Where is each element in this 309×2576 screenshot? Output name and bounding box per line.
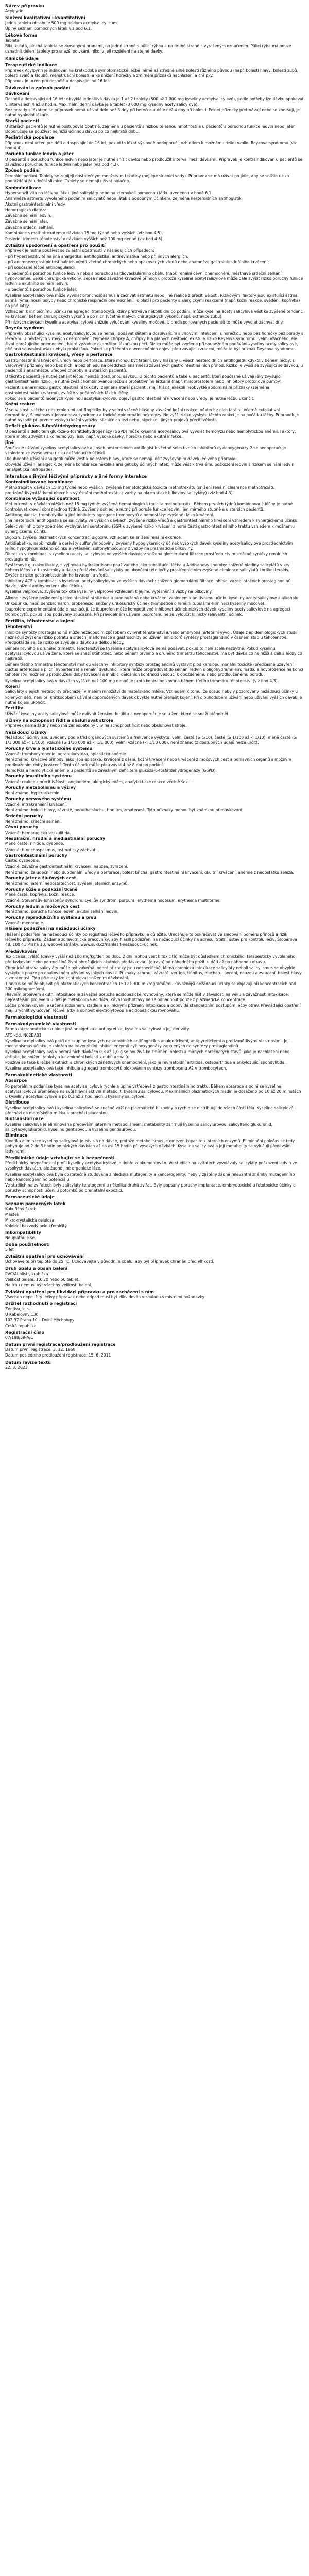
subsection-heading: Biotransformace — [5, 1116, 44, 1122]
paragraph: Méně časté: rinitida, dyspnoe. — [5, 841, 64, 846]
paragraph: Tinnitus se může objevit při plazmatických koncentracích 150 až 300 mikrogramů/ml. Závažnější nežádoucí účinky se objevují při koncentracích nad 300 mikrogramů/ml. — [5, 981, 296, 991]
paragraph: Dospělí a dospívající od 16 let: obvyklá jednotlivá dávka je 1 až 2 tablety (500 až 1 000 mg kyseliny acetylsalicylové), podle potřeby lze dávku opakovat v intervalech 4 až 8 hodin. Maximální denní dávka je 6 tablet (3 000 mg kyseliny acetylsalicylové). — [5, 96, 304, 107]
paragraph: Pokud se u pacientů léčených kyselinou acetylsalicylovou objeví gastrointestinální krvácení nebo vředy, je nutné léčbu ukončit. — [5, 396, 255, 401]
paragraph: Perorální podání. Tablety se zapíjejí dostatečným množstvím tekutiny (nejlépe sklenicí vody). Přípravek se má užívat po jídle, aby se snížilo riziko podráždění žaludeční sliznice. Tablety se nemají užívat nalačno. — [5, 173, 289, 183]
paragraph: Kinetika eliminace kyseliny salicylové je závislá na dávce, protože metabolismus je omezen kapacitou jaterních enzymů. Eliminační poločas se tedy pohybuje od 2 do 3 hodin po nízkých dávkách až po asi 15 hodin při vysokých dávkách. Kyselina salicylová a její metabolity se vylučují především ledvinami. — [5, 1139, 295, 1154]
paragraph: - při anamnéze gastrointestinálních vředů včetně chronických nebo opakovaných vředů nebo anamnéze gastrointestinálního krvácení; — [5, 259, 269, 264]
paragraph: Vzácné: bronchospasmus, astmatický záchvat. — [5, 847, 97, 852]
paragraph: Kyselina acetylsalicylová v perorálních dávkách 0,3 až 1,0 g se používá ke zmírnění bolesti a mírných horečnatých stavů, jako je nachlazení nebo chřipka, ke snížení teploty a ke zmírnění bolesti kloubů a svalů. — [5, 1049, 290, 1059]
paragraph: Časté: dyspepsie. — [5, 858, 40, 863]
paragraph: U starších pacientů je nutné postupovat opatrně, zejména u pacientů s nízkou tělesnou hmotností a u pacientů s poruchou funkce ledvin nebo jater. Doporučuje se používat nejnižší účinnou dávku po co nejkratší dobu. — [5, 124, 296, 134]
paragraph: 5 let — [5, 1247, 14, 1252]
section-heading: Farmakologické vlastnosti — [5, 1014, 67, 1020]
paragraph: Chronická otrava salicyláty může být zákeřná, neboť příznaky jsou nespecifické. Mírná chronická intoxikace salicyláty neboli salicylismus se obvykle vyskytuje pouze po opakovaném užívání vysokých dávek. Příznaky zahrnují závratě, vertigo, tinnitus, hluchotu, pocení, nauzeu a zvracení, bolest hlavy a zmatenost. Tyto příznaky lze kontrolovat snížením dávkování. — [5, 965, 302, 980]
paragraph: Pacienti s anamnézou gastrointestinální toxicity, zejména starší pacienti, mají hlásit jakékoli neobvyklé abdominální příznaky (zejména gastrointestinální krvácení), zvláště v počátečních fázích léčby. — [5, 385, 269, 395]
paragraph: Jiná nesteroidní antiflogistika se salicyláty ve vyšších dávkách: zvýšené riziko vředů a gastrointestinálního krvácení vzhledem k synergickému účinku. — [5, 518, 299, 523]
paragraph: Salicyláty a jejich metabolity přecházejí v malém množství do mateřského mléka. Vzhledem k tomu, že dosud nebyly pozorovány nežádoucí účinky u kojených dětí, není při krátkodobém užívání doporučených dávek obvykle nutné přerušit kojení. Při dlouhodobém užívání nebo užívání vyšších dávek je nutné kojení ukončit. — [5, 689, 302, 705]
paragraph: Datum posledního prodloužení registrace: 15. 6. 2011 — [5, 1353, 111, 1358]
paragraph: ATC kód: N02BA01 — [5, 1032, 42, 1038]
paragraph: Kyselina acetylsalicylová v dávkách vyšších než 100 mg denně je proto kontraindikována během třetího trimestru těhotenství (viz bod 4.3). — [5, 678, 279, 683]
paragraph: Diuretika v kombinaci s kyselinou acetylsalicylovou ve vyšších dávkách: snížená glomerulární filtrace prostřednictvím snížené syntézy renálních prostaglandinů. — [5, 551, 287, 562]
paragraph: PVC/Al blistr, krabička. — [5, 1271, 49, 1276]
paragraph: Léčba předávkování je určena rozsahem, stadiem a klinickými příznaky intoxikace a odpovídá standardním postupům léčby otrav. Převládající opatření mají urychlit vylučování léčivé látky a obnovit elektrolytovou a acidobazickou rovnováhu. — [5, 1003, 301, 1013]
paragraph: Přípravek nemá žádný nebo má zanedbatelný vliv na schopnost řídit nebo obsluhovat stroje. — [5, 723, 187, 728]
subsection-heading: Respirační, hrudní a mediastinální poruchy — [5, 836, 106, 841]
section-heading: Účinky na schopnost řídit a obsluhovat stroje — [5, 717, 113, 723]
section-heading: Dávkování a způsob podání — [5, 84, 71, 90]
paragraph: Není známo: srdeční selhání. — [5, 819, 62, 824]
paragraph: Kyselina salicylová je eliminována především jaterním metabolismem; metabolity zahrnují kyselinu salicylurovou, salicylfenolglukuronid, salicylacylglukuronid, kyselinu gentisovou a kyselinu gentisurovou. — [5, 1122, 273, 1132]
paragraph: Selektivní inhibitory zpětného vychytávání serotoninu (SSRI): zvýšené riziko krvácení z horní části gastrointestinálního traktu vzhledem k možnému synergickému účinku. — [5, 524, 295, 534]
paragraph: Digoxin: zvýšení plazmatických koncentrací digoxinu vzhledem ke snížení renální exkrece. — [5, 535, 182, 540]
paragraph: Během třetího trimestru těhotenství mohou všechny inhibitory syntézy prostaglandinů vystavit plod kardiopulmonální toxicitě (předčasné uzavření ductus arteriosus a plicní hypertenze) a renální dysfunkci, která může progredovat do selhání ledvin s oligohydramniem; matku a novorozence na konci těhotenství možnému prodloužení doby krvácení a inhibici děložních kontrakcí vedoucí k opožděnému nebo prodlouženému porodu. — [5, 662, 303, 677]
section-heading: Interakce s jinými léčivými přípravky a jiné formy interakce — [5, 473, 147, 479]
paragraph: Kyselina valproová: zvýšená toxicita kyseliny valproové vzhledem k jejímu vytěsnění z vazby na bílkoviny. — [5, 589, 213, 595]
subsection-heading: Deficit glukóza-6-fosfátdehydrogenázy — [5, 423, 95, 428]
section-heading: Nežádoucí účinky — [5, 729, 47, 735]
paragraph: Methotrexát v dávkách 15 mg týdně nebo vyšších: zvýšená hematologická toxicita methotrexátu (snížení renální clearance methotrexátu protizánětlivými látkami obecně a vytěsnění methotrexátu z vazby na plazmatické bílkoviny salicyláty) (viz bod 4.3). — [5, 485, 275, 496]
paragraph: Dlouhodobé užívání analgetik může vést k bolestem hlavy, které se nemají léčit zvyšováním dávek léčivého přípravku. — [5, 456, 238, 461]
paragraph: Méně časté: kopřivka, kožní reakce. — [5, 892, 75, 897]
paragraph: Inhibitory ACE v kombinaci s kyselinou acetylsalicylovou ve vyšších dávkách: snížená glomerulární filtrace inhibicí vazodilatačních prostaglandinů. Navíc snížení antihypertenzního účinku. — [5, 579, 292, 589]
paragraph: Anamnéza astmatu vyvolaného podáním salicylátů nebo látek s podobným účinkem, zejména nesteroidních antiflogistik. — [5, 196, 243, 201]
section-heading: Kontraindikace — [5, 184, 41, 190]
paragraph: Závažné srdeční selhání. — [5, 225, 54, 230]
section-heading: Farmakodynamické vlastnosti — [5, 1021, 76, 1027]
paragraph: Hemolýza a hemolytická anémie u pacientů se závažným deficitem glukóza-6-fosfátdehydrogenázy (G6PD). — [5, 768, 217, 773]
subsection-heading: Jiné — [5, 439, 14, 445]
section-heading: Držitel rozhodnutí o registraci — [5, 1300, 77, 1306]
subsection-heading: Kontraindikované kombinace — [5, 480, 73, 485]
subsection-heading: Pediatrická populace — [5, 135, 54, 140]
paragraph: Není známo: hyperurikemie. — [5, 790, 61, 795]
section-heading: Terapeutické indikace — [5, 62, 57, 67]
paragraph: Akutní gastrointestinální vředy. — [5, 202, 66, 207]
paragraph: Není známo: bolest hlavy, závratě, porucha sluchu, tinnitus, zmatenost. Tyto příznaky mohou být známkou předávkování. — [5, 807, 244, 812]
paragraph: Kyselina acetylsalicylová i kyselina salicylová se značně váží na plazmatické bílkoviny a rychle se distribuují do všech částí těla. Kyselina salicylová přechází do mateřského mléka a prochází placentou. — [5, 1106, 294, 1116]
paragraph: - při hypersenzitivitě na jiná analgetika, antiflogistika, antirevmatika nebo při jiných alergiích; — [5, 253, 188, 259]
section-heading: Doba použitelnosti — [5, 1242, 50, 1247]
paragraph: 22. 3. 2023 — [5, 1365, 28, 1370]
subsection-heading: Kožní reakce — [5, 401, 35, 406]
subsection-heading: Poruchy imunitního systému — [5, 774, 72, 779]
paragraph: Česká republika — [5, 1324, 37, 1329]
paragraph: Přípravek je určen pro dospělé a dospívající od 16 let. — [5, 78, 110, 83]
paragraph: - u pacientů s poruchou funkce jater. — [5, 287, 77, 292]
paragraph: Přípravky obsahující kyselinu acetylsalicylovou se nemají podávat dětem a dospívajícím s virovými infekcemi s horečkou nebo bez horečky bez porady s lékařem. U některých virových onemocnění, zejména chřipky A, chřipky B a planých neštovic, existuje riziko Reyeova syndromu, velmi vzácného, ale život ohrožujícího onemocnění, které vyžaduje okamžitou lékařskou péči. Riziko může být zvýšeno při souběžném podávání kyseliny acetylsalicylové, příčinná souvislost však nebyla prokázána. Pokud se při těchto onemocněních objeví přetrvávající zvracení, může to být příznak Reyeova syndromu. — [5, 331, 304, 352]
paragraph: Obvyklé užívání analgetik, zejména kombinace několika analgeticky účinných látek, může vést k trvalému poškození ledvin s rizikem selhání ledvin (analgetická nefropatie). — [5, 462, 295, 472]
product-name: Acylpyrin — [5, 9, 24, 13]
paragraph: Závažné selhání jater. — [5, 219, 48, 224]
subsection-heading: Poruchy ledvin a močových cest — [5, 904, 80, 909]
section-heading: Datum první registrace/prodloužení registrace — [5, 1342, 116, 1347]
section-heading: Zvláštní opatření pro uchovávání — [5, 1253, 84, 1259]
subsection-heading: Poruchy kůže a podkožní tkáně — [5, 887, 78, 892]
paragraph: Antikoagulancia, trombolytika a jiné inhibitory agregace trombocytů a hemostázy: zvýšené riziko krvácení. — [5, 513, 214, 518]
paragraph: Jedna tableta obsahuje 500 mg acidum acetylsalicylicum. — [5, 21, 118, 26]
paragraph: Zentiva, k. s. — [5, 1306, 31, 1311]
paragraph: Není známo: jaterní nedostatečnost, zvýšení jaterních enzymů. — [5, 881, 129, 886]
paragraph: Inhibice syntézy prostaglandinů může nežádoucím způsobem ovlivnit těhotenství a/nebo embryonální/fetální vývoj. Údaje z epidemiologických studií naznačují zvýšené riziko potratu a srdeční malformace a gastroschízy po užívání inhibitorů syntézy prostaglandinů v časném stadiu těhotenství. Předpokládá se, že riziko se zvyšuje s dávkou a délkou léčby. — [5, 630, 298, 645]
paragraph: Předklinický bezpečnostní profil kyseliny acetylsalicylové je dobře zdokumentován. Ve studiích na zvířatech vyvolávaly salicyláty poškození ledvin ve vysokých dávkách, ale žádné jiné organické léze. — [5, 1161, 297, 1171]
subsection-heading: Hlášení podezření na nežádoucí účinky — [5, 926, 96, 931]
paragraph: Toxicita salicylátů (dávky vyšší než 100 mg/kg/den po dobu 2 dní mohou vést k toxicitě) může být důsledkem chronického, terapeuticky vyvolaného předávkování nebo potenciálně život ohrožujících akutních předávkování (otrava) od náhodného požití u dětí až po náhodnou otravu. — [5, 954, 296, 964]
paragraph: Datum první registrace: 3. 12. 1969 — [5, 1347, 76, 1352]
paragraph: Vzácné: hemoragická vaskulitida. — [5, 830, 71, 835]
paragraph: Vzácné: trombocytopenie, agranulocytóza, aplastická anémie. — [5, 751, 128, 756]
paragraph: Hlášení podezření na nežádoucí účinky po registraci léčivého přípravku je důležité. Umožňuje to pokračovat ve sledování poměru přínosů a rizik léčivého přípravku. Žádáme zdravotnické pracovníky, aby hlásili podezření na nežádoucí účinky na adresu: Státní ústav pro kontrolu léčiv, Šrobárova 48, 100 41 Praha 10, webové stránky: www.sukl.cz/nahlasit-nezadouci-ucinek. — [5, 932, 297, 947]
paragraph: Současné užívání kyseliny acetylsalicylové a jiných nesteroidních antiflogistik včetně selektivních inhibitorů cyklooxygenázy-2 se nedoporučuje vzhledem ke zvýšenému riziku nežádoucích účinků. — [5, 445, 286, 455]
paragraph: U pacientů s deficitem glukóza-6-fosfátdehydrogenázy (G6PD) může kyselina acetylsalicylová vyvolat hemolýzu nebo hemolytickou anémii. Faktory, které mohou zvýšit riziko hemolýzy, jsou např. vysoké dávky, horečka nebo akutní infekce. — [5, 429, 296, 439]
section-heading: Složení kvalitativní i kvantitativní — [5, 15, 85, 21]
subsection-heading: Porucha funkce ledvin a jater — [5, 151, 74, 156]
paragraph: Není známo: porucha funkce ledvin, akutní selhání ledvin. — [5, 909, 119, 914]
paragraph: Urikosurika, např. benzbromaron, probenecid: snížený urikosurický účinek (kompetice o renální tubulární eliminaci kyseliny močové). — [5, 601, 266, 606]
subsection-heading: Poruchy jater a žlučových cest — [5, 875, 76, 880]
paragraph: Koloidní bezvodý oxid křemičitý — [5, 1224, 67, 1229]
paragraph: Hemoragická diatéza. — [5, 208, 48, 213]
paragraph: Kyselina acetylsalicylová může vyvolat bronchospasmus a záchvat astmatu nebo jiné reakce z přecitlivělosti. Rizikovými faktory jsou existující astma, senná rýma, nosní polypy nebo chronické respirační onemocnění. To platí i pro pacienty s alergickými reakcemi (např. kožní reakce, svědění, kopřivka) na jiné látky. — [5, 293, 300, 308]
section-heading: Zvláštní upozornění a opatření pro použití — [5, 242, 106, 248]
paragraph: U pacientů s poruchou funkce ledvin nebo jater je nutné snížit dávku nebo prodloužit interval mezi dávkami. Přípravek je kontraindikován u pacientů se závažnou poruchou funkce ledvin nebo jater (viz bod 4.3). — [5, 157, 303, 167]
paragraph: Přípravek není určen pro děti a dospívající do 16 let, pokud to lékař výslovně nedoporučí, vzhledem k možnému riziku vzniku Reyeova syndromu (viz bod 4.4). — [5, 140, 297, 150]
paragraph: Uchovávejte při teplotě do 25 °C. Uchovávejte v původním obalu, aby byl přípravek chráněn před vlhkostí. — [5, 1259, 214, 1264]
paragraph: Hlavním projevem akutní intoxikace je závažná porucha acidobazické rovnováhy, která se může lišit v závislosti na věku a závažnosti intoxikace; nejčastějším projevem u dětí je metabolická acidóza. Závažnost otravy nelze odhadnout pouze z plazmatické koncentrace. — [5, 992, 289, 1003]
paragraph: Přípravek je nutné používat se zvláštní opatrností v následujících případech: — [5, 248, 154, 253]
paragraph: Přípravek Acylpyrin je indikován ke krátkodobé symptomatické léčbě mírné až středně silné bolesti různého původu (např. bolesti hlavy, bolesti zubů, bolesti svalů a kloubů, menstruační bolesti) a ke snížení horečky a zmírnění příznaků nachlazení a chřipky. — [5, 67, 298, 78]
document-body — [5, 15, 304, 1370]
paragraph: Na trhu nemusí být všechny velikosti balení. — [5, 1282, 92, 1287]
paragraph: U těchto pacientů je nutné zahájit léčbu nejnižší dostupnou dávkou. U těchto pacientů a také u pacientů, kteří současně užívají léky zvyšující gastrointestinální riziko, je nutné zvážit kombinovanou léčbu s protektivními látkami (např. misoprostolem nebo inhibitory protonové pumpy). — [5, 374, 283, 384]
paragraph: Všechen nepoužitý léčivý přípravek nebo odpad musí být zlikvidován v souladu s místními požadavky. — [5, 1294, 205, 1299]
subsection-heading: Poruchy nervového systému — [5, 796, 71, 801]
paragraph: Vzhledem k inhibičnímu účinku na agregaci trombocytů, který přetrvává několik dní po podání, může kyselina acetylsalicylová vést ke zvýšené tendenci ke krvácení během chirurgických výkonů a po nich (včetně malých chirurgických výkonů, např. extrakce zubu). — [5, 309, 304, 319]
section-heading: Klinické údaje — [5, 55, 39, 61]
paragraph: Během prvního a druhého trimestru těhotenství se kyselina acetylsalicylová nemá podávat, pokud to není zcela nezbytné. Pokud kyselinu acetylsalicylovou užívá žena, která se snaží otěhotnět, nebo během prvního a druhého trimestru těhotenství, má být dávka co nejnižší a délka léčby co nejkratší. — [5, 646, 302, 662]
paragraph: Methotrexát v dávkách nižších než 15 mg týdně: zvýšená hematologická toxicita methotrexátu. Během prvních týdnů kombinované léčby je nutné kontrolovat krevní obraz jednou týdně. Zvýšený dohled je nutný při poruše funkce ledvin i jen mírného stupně a u starších pacientů. — [5, 501, 293, 512]
document-title: Název přípravku — [5, 3, 44, 8]
subsection-heading: Dávkování — [5, 91, 29, 96]
paragraph: Vzácné: reakce z přecitlivělosti, angioedém, alergický edém, anafylaktické reakce včetně šoku. — [5, 779, 192, 784]
subsection-heading: Gastrointestinální poruchy — [5, 853, 67, 858]
paragraph: Antidiabetika, např. inzulin a deriváty sulfonylmočoviny: zvýšený hypoglykemický účinek vysokých dávek kyseliny acetylsalicylové prostřednictvím jejího hypoglykemického účinku a vytěsnění sulfonylmočoviny z vazby na plazmatické bílkoviny. — [5, 540, 293, 551]
paragraph: V souvislosti s léčbou nesteroidními antiflogistiky byly velmi vzácně hlášeny závažné kožní reakce, některé z nich fatální, včetně exfoliativní dermatitidy, Stevensova-Johnsonova syndromu a toxické epidermální nekrolýzy. Nejvyšší riziko výskytu těchto reakcí je na počátku léčby. Přípravek je nutné vysadit při prvním výskytu kožní vyrážky, slizničních lézí nebo jakýchkoli jiných projevů přecitlivělosti. — [5, 407, 299, 422]
subsection-heading: Cévní poruchy — [5, 824, 39, 829]
section-heading: Předávkování — [5, 948, 38, 954]
paragraph: Hypersenzitivita na léčivou látku, jiné salicyláty nebo na kteroukoli pomocnou látku uvedenou v bodě 6.1. — [5, 190, 213, 195]
paragraph: Alkohol: zvýšené poškození gastrointestinální sliznice a prodloužená doba krvácení vzhledem k aditivnímu účinku kyseliny acetylsalicylové a alkoholu. — [5, 595, 300, 600]
paragraph: Neuplatňuje se. — [5, 1235, 36, 1241]
paragraph: - u pacientů s poruchou funkce ledvin nebo s poruchou kardiovaskulárního oběhu (např. renální cévní onemocnění, městnavé srdeční selhání, hypovolemie, velké chirurgické výkony, sepse nebo závažné krvácivé příhody), protože kyselina acetylsalicylová může dále zvýšit riziko poruchy funkce ledvin a akutního selhání ledvin; — [5, 271, 303, 286]
paragraph: Poslední trimestr těhotenství v dávkách vyšších než 100 mg denně (viz bod 4.6). — [5, 236, 164, 241]
paragraph: Používá se také k léčbě akutních a chronických zánětlivých onemocnění, jako je revmatoidní artritida, osteoartritida a ankylozující spondylitida. — [5, 1060, 286, 1065]
paragraph: Ve studiích na zvířatech byly salicyláty teratogenní u několika druhů zvířat. Byly popsány poruchy implantace, embryotoxické a fetotoxické účinky a poruchy schopnosti učení u potomků po prenatální expozici. — [5, 1182, 296, 1193]
subsection-heading: Fertilita — [5, 705, 24, 710]
section-heading: Zvláštní opatření pro likvidaci přípravku a pro zacházení s ním — [5, 1289, 154, 1294]
section-heading: Datum revize textu — [5, 1359, 51, 1365]
subsection-heading: Poruchy krve a lymfatického systému — [5, 745, 93, 751]
subsection-heading: Srdeční poruchy — [5, 813, 43, 818]
section-heading: Farmaceutické údaje — [5, 1194, 55, 1199]
subsection-heading: Kojení — [5, 684, 20, 689]
subsection-heading: Distribuce — [5, 1100, 29, 1105]
paragraph: Gastrointestinální krvácení, vředy nebo perforace, které mohou být fatální, byly hlášeny u všech nesteroidních antiflogistik kdykoliv během léčby, s varovnými příznaky nebo bez nich, a bez ohledu na předchozí anamnézu závažných gastrointestinálních příhod. Riziko je vyšší se zvyšující se dávkou, u pacientů s anamnézou vředové choroby a u starších pacientů. — [5, 358, 303, 374]
section-heading: Farmakokinetické vlastnosti — [5, 1072, 72, 1078]
paragraph: Vzácné: závažné gastrointestinální krvácení, nauzea, zvracení. — [5, 864, 128, 869]
paragraph: Vzácné: intrakraniální krvácení. — [5, 802, 67, 807]
paragraph: Mikrokrystalická celulosa — [5, 1218, 55, 1223]
paragraph: 07/188/69-A/C — [5, 1335, 33, 1341]
section-heading: Inkompatibility — [5, 1230, 41, 1235]
paragraph: Farmakoterapeutická skupina: jiná analgetika a antipyretika, kyselina salicylová a její deriváty. — [5, 1027, 190, 1032]
paragraph: Ibuprofen: experimentální údaje naznačují, že ibuprofen může kompetitivně inhibovat účinek nízkých dávek kyseliny acetylsalicylové na agregaci trombocytů, pokud jsou podávány současně. Při pravidelném užívání ibuprofenu nelze vyloučit klinicky relevantní účinek. — [5, 606, 290, 617]
subsection-heading: Starší pacienti — [5, 118, 39, 124]
section-heading: Léková forma — [5, 32, 38, 38]
subsection-heading: Kombinace vyžadující opatrnost — [5, 496, 80, 501]
paragraph: Kyselina acetylsalicylová byla dostatečně studována z hlediska mutagenity a kancerogenity; nebyly zjištěny žádné relevantní známky mutagenního nebo kancerogenního potenciálu. — [5, 1172, 295, 1182]
subsection-heading: Gastrointestinální krvácení, vředy a perforace — [5, 352, 113, 358]
section-heading: Předklinické údaje vztahující se k bezpečnosti — [5, 1155, 115, 1161]
subsection-heading: Poruchy reprodukčního systému a prsu — [5, 915, 96, 920]
section-heading: Seznam pomocných látek — [5, 1200, 66, 1206]
subsection-heading: Absorpce — [5, 1078, 27, 1083]
subsection-heading: Těhotenství — [5, 624, 32, 629]
paragraph: Kyselina acetylsalicylová patří do skupiny kyselých nesteroidních antiflogistik s analgetickými, antipyretickými a protizánětlivými vlastnostmi. Její mechanismus účinku je založen na ireverzibilní inhibici enzymů cyklooxygenázy zapojených do syntézy prostaglandinů. — [5, 1038, 290, 1048]
subsection-heading: Eliminace — [5, 1133, 28, 1138]
paragraph: Není známo: krvácivé příhody, jako jsou epistaxe, krvácení z dásní, kožní krvácení nebo krvácení z močových cest a pohlavních orgánů s možným prodloužením doby krvácení. Tento účinek může přetrvávat 4 až 8 dní po podání. — [5, 757, 291, 767]
paragraph: Kombinace s methotrexátem v dávkách 15 mg týdně nebo vyšších (viz bod 4.5). — [5, 230, 163, 235]
subsection-heading: Reyeův syndrom — [5, 326, 44, 331]
paragraph: Užívání kyseliny acetylsalicylové může ovlivnit ženskou fertilitu a nedoporučuje se u žen, které se snaží otěhotnět. — [5, 711, 230, 716]
paragraph: - při současné léčbě antikoagulancii; — [5, 265, 77, 270]
paragraph: Mastek — [5, 1212, 20, 1217]
paragraph: 102 37 Praha 10 – Dolní Měcholupy — [5, 1318, 75, 1323]
paragraph: Velikost balení: 10, 20 nebo 50 tablet. — [5, 1277, 80, 1282]
paragraph: Kyselina acetylsalicylová také inhibuje agregaci trombocytů blokováním syntézy tromboxanu A2 v trombocytech. — [5, 1066, 227, 1071]
paragraph: Systémové glukokortikoidy, s výjimkou hydrokortisonu používaného jako substituční léčba u Addisonovy choroby: snížené hladiny salicylátů v krvi během léčby kortikosteroidy a riziko předávkování salicyláty po ukončení této léčby prostřednictvím zvýšené eliminace salicylátů kortikosteroidy. Zvýšené riziko gastrointestinálního krvácení a vředů. — [5, 562, 291, 578]
paragraph: Vzácné: Stevensův-Johnsonův syndrom, Lyellův syndrom, purpura, erythema nodosum, erythema multiforme. — [5, 898, 221, 903]
paragraph: Po perorálním podání se kyselina acetylsalicylová rychle a úplně vstřebává z gastrointestinálního traktu. Během absorpce a po ní se kyselina acetylsalicylová přeměňuje na svůj hlavní aktivní metabolit, kyselinu salicylovou. Maximálních plazmatických hladin je dosaženo po 10 až 20 minutách u kyseliny acetylsalicylové a po 0,3 až 2 hodinách u kyseliny salicylové. — [5, 1083, 301, 1099]
paragraph: Úplný seznam pomocných látek viz bod 6.1. — [5, 26, 92, 31]
paragraph: Bílá, kulatá, plochá tableta se zkosenými hranami, na jedné straně s půlicí rýhou a na druhé straně s vyraženým označením. Půlicí rýha má pouze usnadnit dělení tablety pro snazší polykání, nikoliv její rozdělení na stejné dávky. — [5, 44, 291, 54]
section-heading: Registrační číslo — [5, 1330, 45, 1335]
subsection-heading: Způsob podání — [5, 167, 40, 173]
paragraph: Kukuřičný škrob — [5, 1206, 37, 1211]
paragraph: Bez porady s lékařem se přípravek nemá užívat déle než 3 dny při horečce a déle než 4 dny při bolesti. Pokud příznaky přetrvávají nebo se zhoršují, je nutné vyhledat lékaře. — [5, 107, 300, 117]
paragraph: Nežádoucí účinky jsou uvedeny podle tříd orgánových systémů a frekvence výskytu: velmi časté (≥ 1/10), časté (≥ 1/100 až < 1/10), méně časté (≥ 1/1 000 až < 1/100), vzácné (≥ 1/10 000 až < 1/1 000), velmi vzácné (< 1/10 000), není známo (z dostupných údajů nelze určit). — [5, 735, 297, 745]
subsection-heading: Poruchy metabolismu a výživy — [5, 785, 76, 790]
paragraph: U Kabelovny 130 — [5, 1312, 39, 1317]
paragraph: Při nízkých dávkách kyselina acetylsalicylová snižuje vylučování kyseliny močové. U predisponovaných pacientů to může vyvolat záchvat dny. — [5, 320, 284, 325]
paragraph: Není známo: žaludeční nebo duodenální vředy a perforace, bolest břicha, gastrointestinální krvácení, okultní krvácení, anémie z nedostatku železa. — [5, 870, 294, 875]
section-heading: Druh obalu a obsah balení — [5, 1265, 68, 1271]
paragraph: Vzácné: menoragie. — [5, 921, 44, 926]
section-heading: Fertilita, těhotenství a kojení — [5, 618, 75, 623]
paragraph: Závažné selhání ledvin. — [5, 213, 52, 218]
paragraph: Tableta — [5, 38, 20, 43]
